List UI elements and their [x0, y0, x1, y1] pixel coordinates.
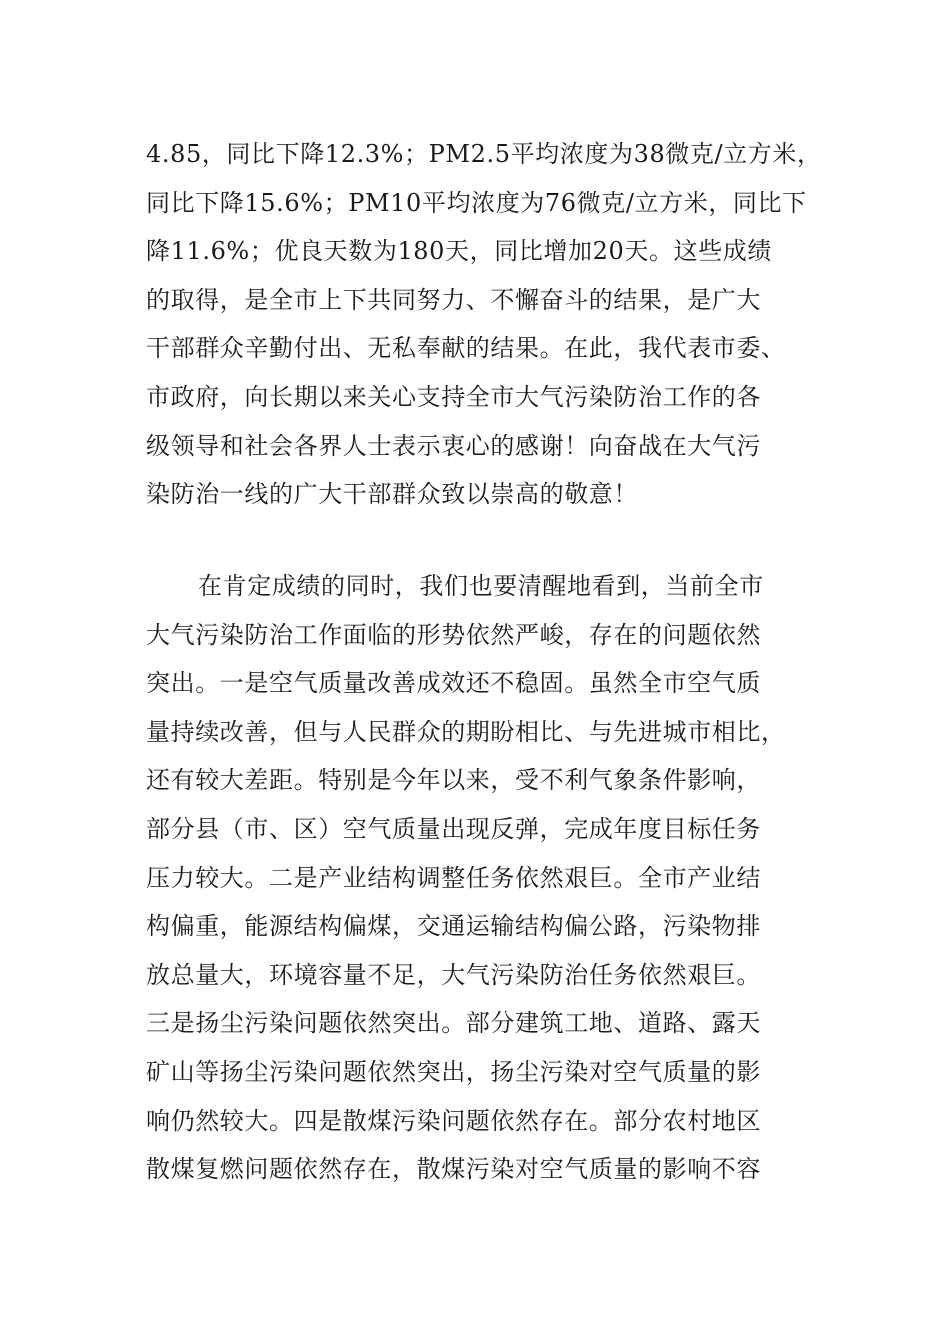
text-line: 矿山等扬尘污染问题依然突出，扬尘污染对空气质量的影	[146, 1057, 761, 1086]
text-line: 同比下降15.6%；PM10平均浓度为76微克/立方米，同比下	[146, 188, 807, 217]
text-line: 散煤复燃问题依然存在，散煤污染对空气质量的影响不容	[146, 1155, 761, 1184]
text-line: 构偏重，能源结构偏煤，交通运输结构偏公路，污染物排	[146, 912, 761, 941]
paragraph-achievements	[146, 130, 822, 519]
text-line: 响仍然较大。四是散煤污染问题依然存在。部分农村地区	[146, 1106, 761, 1135]
text-line: 还有较大差距。特别是今年以来，受不利气象条件影响，	[146, 766, 761, 795]
text-line: 突出。一是空气质量改善成效还不稳固。虽然全市空气质	[146, 669, 761, 698]
text-line: 级领导和社会各界人士表示衷心的感谢！向奋战在大气污	[146, 431, 761, 460]
text-line: 在肯定成绩的同时，我们也要清醒地看到，当前全市	[198, 572, 764, 600]
text-line: 压力较大。二是产业结构调整任务依然艰巨。全市产业结	[146, 863, 761, 892]
text-line: 降11.6%；优良天数为180天，同比增加20天。这些成绩	[146, 237, 772, 266]
text-line: 市政府，向长期以来关心支持全市大气污染防治工作的各	[146, 382, 761, 411]
text-line: 量持续改善，但与人民群众的期盼相比、与先进城市相比，	[146, 717, 786, 746]
text-line: 大气污染防治工作面临的形势依然严峻，存在的问题依然	[146, 620, 761, 649]
paragraph-problems	[146, 562, 816, 1194]
text-line: 放总量大，环境容量不足，大气污染防治任务依然艰巨。	[146, 960, 761, 989]
text-line: 部分县（市、区）空气质量出现反弹，完成年度目标任务	[146, 814, 761, 843]
text-line: 4.85，同比下降12.3%；PM2.5平均浓度为38微克/立方米，	[146, 140, 822, 168]
text-line: 染防治一线的广大干部群众致以崇高的敬意！	[146, 480, 638, 509]
text-line: 的取得，是全市上下共同努力、不懈奋斗的结果，是广大	[146, 285, 761, 314]
text-line: 三是扬尘污染问题依然突出。部分建筑工地、道路、露天	[146, 1009, 761, 1038]
text-line: 干部群众辛勤付出、无私奉献的结果。在此，我代表市委、	[146, 334, 786, 363]
